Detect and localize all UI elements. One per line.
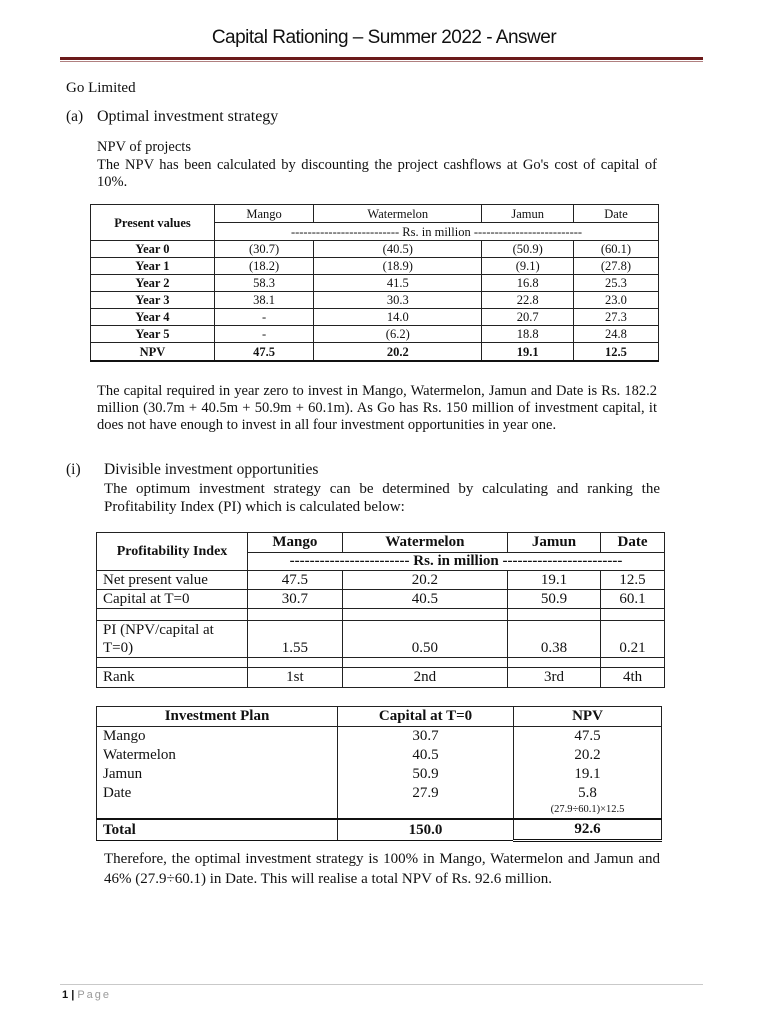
table-cell: 16.8 xyxy=(482,275,574,292)
section-a-label: (a) xyxy=(66,108,84,125)
table-cell: 20.2 xyxy=(514,746,662,765)
pi-table xyxy=(96,532,665,688)
plan-row-name: Jamun xyxy=(97,765,338,784)
row-label: Rank xyxy=(97,668,248,688)
row-label: NPV xyxy=(91,343,215,362)
page-footer xyxy=(62,989,111,1001)
table-cell: 3rd xyxy=(507,668,600,688)
table-cell: (9.1) xyxy=(482,258,574,275)
table-cell: 20.2 xyxy=(342,571,507,590)
table-cell: (40.5) xyxy=(314,241,482,258)
table-cell: 0.21 xyxy=(601,621,665,658)
pi-col-header: Date xyxy=(601,533,665,553)
table-cell: 38.1 xyxy=(215,292,314,309)
pi-col-header: Watermelon xyxy=(342,533,507,553)
table-cell xyxy=(514,784,662,819)
table-cell: (27.8) xyxy=(573,258,658,275)
conclusion-paragraph: Therefore, the optimal investment strategy is 100% in Mango, Watermelon and Jamun and 46% (27.9÷60.1) in Date. This will realise a total NPV of Rs. 92.6 million. xyxy=(104,851,660,887)
table-cell: 19.1 xyxy=(482,343,574,362)
company-name: Go Limited xyxy=(66,80,136,96)
footer-separator: | xyxy=(71,989,75,1001)
table-cell: 0.38 xyxy=(507,621,600,658)
table-cell: 30.7 xyxy=(338,727,514,747)
plan-col-header: Investment Plan xyxy=(97,707,338,727)
row-label: Year 3 xyxy=(91,292,215,309)
footer-rule xyxy=(60,984,703,985)
table-row-total xyxy=(91,343,659,362)
npv-col-header: Watermelon xyxy=(314,205,482,223)
table-cell: 50.9 xyxy=(507,590,600,609)
table-row xyxy=(91,326,659,343)
table-cell: 12.5 xyxy=(601,571,665,590)
row-label: Capital at T=0 xyxy=(97,590,248,609)
npv-col-header: Date xyxy=(573,205,658,223)
pi-table-corner: Profitability Index xyxy=(97,533,248,571)
header-rule xyxy=(60,57,703,60)
plan-row-name: Watermelon xyxy=(97,746,338,765)
plan-total-label: Total xyxy=(97,819,338,841)
table-cell: 0.50 xyxy=(342,621,507,658)
page-label: Page xyxy=(77,989,112,1001)
table-cell: 150.0 xyxy=(338,819,514,841)
table-cell: 47.5 xyxy=(215,343,314,362)
npv-unit-line: -------------------------- Rs. in million -------------------------- xyxy=(215,223,659,241)
table-cell: 24.8 xyxy=(573,326,658,343)
table-cell: (6.2) xyxy=(314,326,482,343)
pi-col-header: Mango xyxy=(248,533,343,553)
table-cell: 18.8 xyxy=(482,326,574,343)
table-cell: 20.7 xyxy=(482,309,574,326)
table-cell: 30.7 xyxy=(248,590,343,609)
table-cell: 92.6 xyxy=(514,819,662,841)
table-row xyxy=(91,241,659,258)
pi-col-header: Jamun xyxy=(507,533,600,553)
table-cell: 1.55 xyxy=(248,621,343,658)
row-label: Net present value xyxy=(97,571,248,590)
table-cell: 19.1 xyxy=(514,765,662,784)
date-npv-note: (27.9÷60.1)×12.5 xyxy=(550,804,625,815)
page-title: Capital Rationing – Summer 2022 - Answer xyxy=(211,27,557,48)
table-row xyxy=(91,275,659,292)
plan-col-header: Capital at T=0 xyxy=(338,707,514,727)
table-cell: (18.2) xyxy=(215,258,314,275)
table-cell: 27.9 xyxy=(338,784,514,819)
pi-unit-line: ------------------------ Rs. in million ------------------------ xyxy=(248,553,665,571)
table-cell: 30.3 xyxy=(314,292,482,309)
table-cell: 47.5 xyxy=(248,571,343,590)
npv-col-header: Jamun xyxy=(482,205,574,223)
npv-heading: NPV of projects xyxy=(97,139,191,155)
table-cell: (30.7) xyxy=(215,241,314,258)
date-npv-value: 5.8 xyxy=(578,785,597,801)
row-label: Year 0 xyxy=(91,241,215,258)
table-cell: (50.9) xyxy=(482,241,574,258)
npv-paragraph: The NPV has been calculated by discounting the project cashflows at Go's cost of capital of 10%. xyxy=(97,157,657,190)
plan-col-header: NPV xyxy=(514,707,662,727)
plan-row-name: Mango xyxy=(97,727,338,747)
plan-row-name: Date xyxy=(97,784,338,819)
row-label: Year 2 xyxy=(91,275,215,292)
npv-table-corner: Present values xyxy=(91,205,215,241)
table-cell: - xyxy=(215,326,314,343)
table-cell: 14.0 xyxy=(314,309,482,326)
table-row xyxy=(91,309,659,326)
table-cell: 27.3 xyxy=(573,309,658,326)
row-label: Year 4 xyxy=(91,309,215,326)
table-cell: 40.5 xyxy=(342,590,507,609)
table-cell: 1st xyxy=(248,668,343,688)
table-cell: 25.3 xyxy=(573,275,658,292)
table-cell: 4th xyxy=(601,668,665,688)
table-cell: 20.2 xyxy=(314,343,482,362)
section-i-title: Divisible investment opportunities xyxy=(104,461,319,478)
section-i-label: (i) xyxy=(66,461,81,478)
header-rule-thin xyxy=(60,61,703,62)
row-label: Year 5 xyxy=(91,326,215,343)
npv-table xyxy=(90,204,659,362)
table-cell: 60.1 xyxy=(601,590,665,609)
table-cell: 47.5 xyxy=(514,727,662,747)
table-cell: 40.5 xyxy=(338,746,514,765)
table-cell: (60.1) xyxy=(573,241,658,258)
table-cell: 23.0 xyxy=(573,292,658,309)
table-cell: 12.5 xyxy=(573,343,658,362)
table-row xyxy=(91,258,659,275)
table-cell: 2nd xyxy=(342,668,507,688)
table-cell: - xyxy=(215,309,314,326)
npv-col-header: Mango xyxy=(215,205,314,223)
row-label: Year 1 xyxy=(91,258,215,275)
table-cell: 41.5 xyxy=(314,275,482,292)
page-number: 1 xyxy=(62,989,69,1001)
table-cell: 19.1 xyxy=(507,571,600,590)
table-cell: 58.3 xyxy=(215,275,314,292)
row-label: PI (NPV/capital at T=0) xyxy=(97,621,248,658)
section-a-title: Optimal investment strategy xyxy=(97,108,279,125)
table-cell: (18.9) xyxy=(314,258,482,275)
table-cell: 22.8 xyxy=(482,292,574,309)
capital-paragraph: The capital required in year zero to invest in Mango, Watermelon, Jamun and Date is Rs. 182.2 million (30.7m + 40.5m + 50.9m + 60.1m). As Go has Rs. 150 million of investment capital, it does not have enough to invest in all four investment opportunities in year one. xyxy=(97,383,657,433)
investment-plan-table xyxy=(96,706,662,842)
table-cell: 50.9 xyxy=(338,765,514,784)
table-row xyxy=(91,292,659,309)
pi-paragraph: The optimum investment strategy can be determined by calculating and ranking the Profitability Index (PI) which is calculated below: xyxy=(104,481,660,515)
